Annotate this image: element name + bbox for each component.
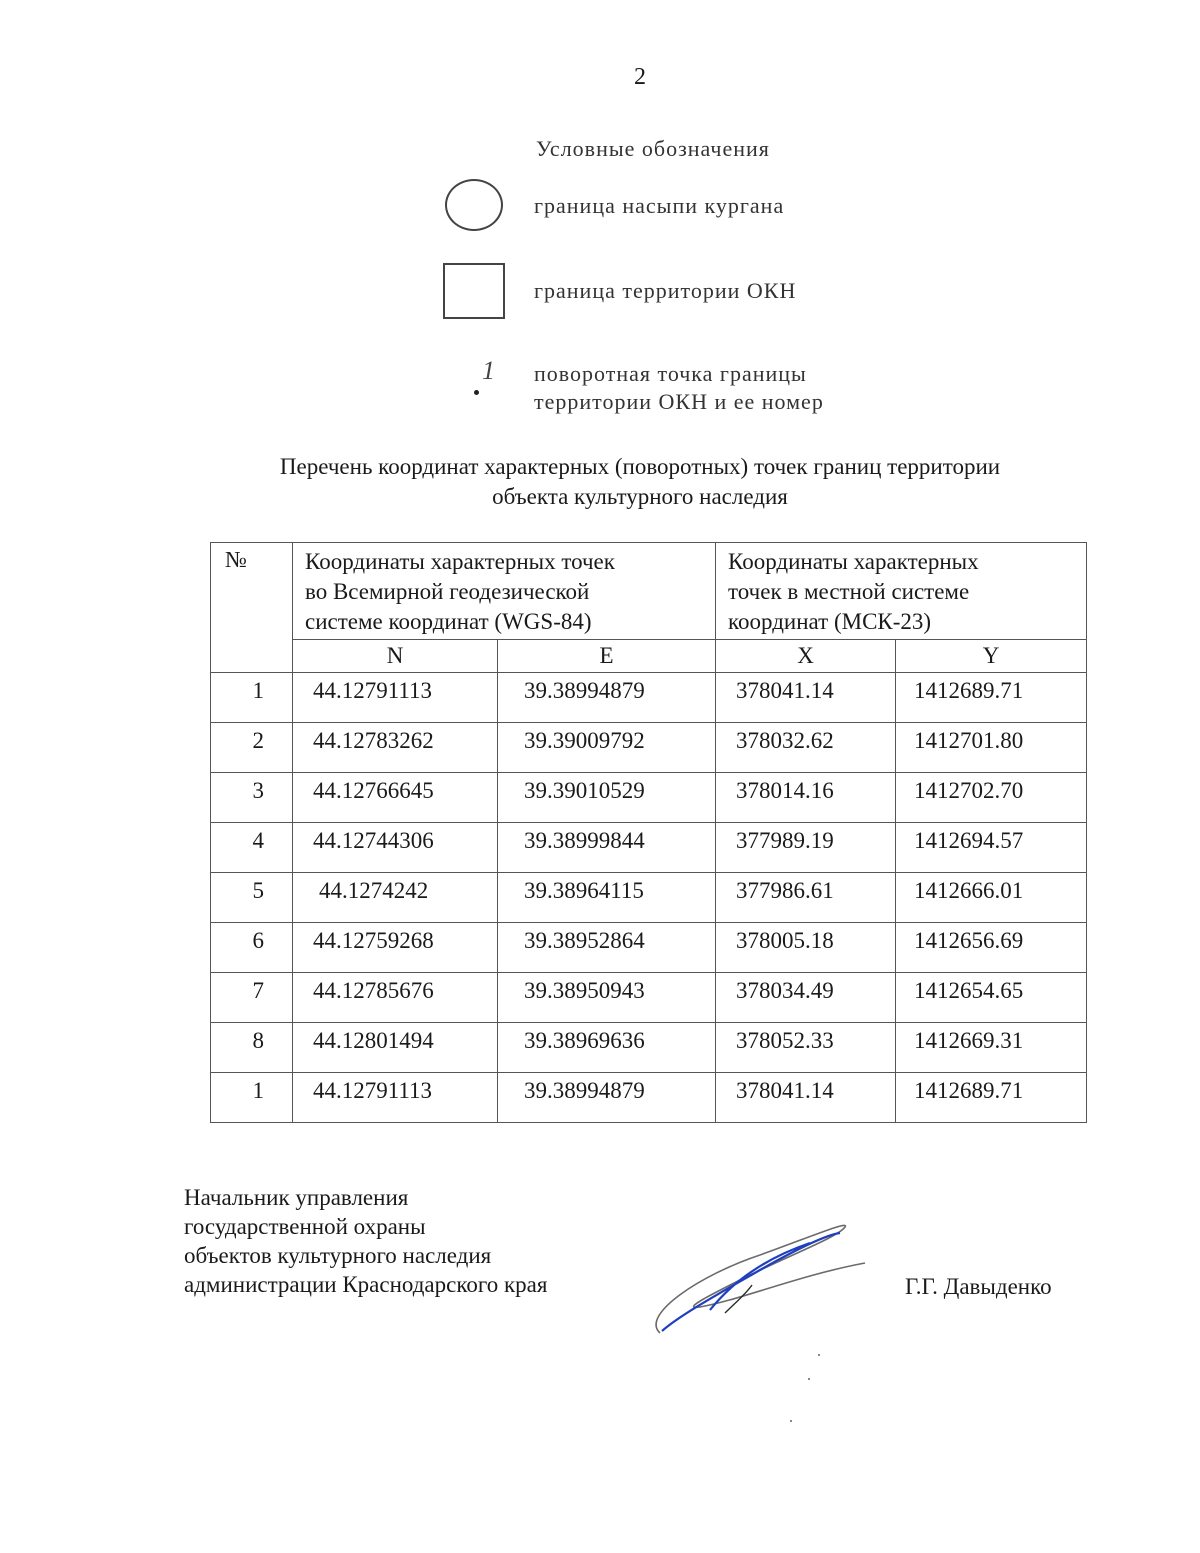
column-header-e: E <box>498 640 716 673</box>
column-header-n: N <box>293 640 498 673</box>
scan-speck <box>818 1354 820 1356</box>
scan-speck <box>808 1378 810 1380</box>
y-cell: 1412656.69 <box>896 923 1087 973</box>
signer-title-line: администрации Краснодарского края <box>184 1272 548 1297</box>
column-group-wgs84 <box>293 543 716 640</box>
legend-title: Условные обозначения <box>536 136 770 161</box>
legend-label-line: поворотная точка границы <box>534 361 807 386</box>
legend-label-mound: граница насыпи кургана <box>534 193 785 218</box>
turning-point-dot <box>474 390 479 395</box>
header-line: во Всемирной геодезической <box>305 579 590 604</box>
point-number-cell: 5 <box>211 873 293 923</box>
longitude-cell: 39.38952864 <box>498 923 716 973</box>
column-header-x: X <box>716 640 896 673</box>
table-row <box>211 973 1087 1023</box>
page-number: 2 <box>634 64 646 90</box>
y-cell: 1412694.57 <box>896 823 1087 873</box>
latitude-cell: 44.12766645 <box>293 773 498 823</box>
x-cell: 378052.33 <box>716 1023 896 1073</box>
latitude-cell: 44.12785676 <box>293 973 498 1023</box>
point-number-cell: 2 <box>211 723 293 773</box>
latitude-cell: 44.12791113 <box>293 1073 498 1123</box>
point-number-cell: 1 <box>211 673 293 723</box>
table-row <box>211 923 1087 973</box>
longitude-cell: 39.38964115 <box>498 873 716 923</box>
point-number-cell: 3 <box>211 773 293 823</box>
latitude-cell: 44.12744306 <box>293 823 498 873</box>
point-number-cell: 4 <box>211 823 293 873</box>
latitude-cell: 44.12791113 <box>293 673 498 723</box>
y-cell: 1412669.31 <box>896 1023 1087 1073</box>
table-row <box>211 1073 1087 1123</box>
longitude-cell: 39.38950943 <box>498 973 716 1023</box>
table-row <box>211 873 1087 923</box>
coordinates-table <box>210 542 1087 1123</box>
longitude-cell: 39.38994879 <box>498 1073 716 1123</box>
point-number-cell: 7 <box>211 973 293 1023</box>
territory-boundary-square-icon <box>443 263 505 319</box>
mound-boundary-circle-icon <box>445 179 503 231</box>
x-cell: 378041.14 <box>716 673 896 723</box>
x-cell: 378005.18 <box>716 923 896 973</box>
x-cell: 378032.62 <box>716 723 896 773</box>
signature-stroke-main <box>662 1233 840 1331</box>
latitude-cell: 44.12801494 <box>293 1023 498 1073</box>
y-cell: 1412654.65 <box>896 973 1087 1023</box>
legend-label-territory: граница территории ОКН <box>534 278 797 303</box>
signer-title-line: объектов культурного наследия <box>184 1243 492 1268</box>
table-row <box>211 823 1087 873</box>
table-row <box>211 723 1087 773</box>
y-cell: 1412702.70 <box>896 773 1087 823</box>
header-line: точек в местной системе <box>728 579 970 604</box>
handwritten-signature <box>640 1215 870 1340</box>
column-group-msk23 <box>716 543 1087 640</box>
signer-title-line: Начальник управления <box>184 1185 409 1210</box>
x-cell: 378014.16 <box>716 773 896 823</box>
signer-title-line: государственной охраны <box>184 1214 426 1239</box>
longitude-cell: 39.38994879 <box>498 673 716 723</box>
longitude-cell: 39.39010529 <box>498 773 716 823</box>
signer-title <box>184 1183 547 1299</box>
table-row <box>211 773 1087 823</box>
longitude-cell: 39.39009792 <box>498 723 716 773</box>
latitude-cell: 44.1274242 <box>293 873 498 923</box>
signature-loop-outer <box>656 1225 865 1333</box>
legend-label-line: территории ОКН и ее номер <box>534 389 824 414</box>
table-row <box>211 1023 1087 1073</box>
turning-point-number: 1 <box>482 356 495 385</box>
x-cell: 377986.61 <box>716 873 896 923</box>
header-line: системе координат (WGS-84) <box>305 609 592 634</box>
x-cell: 377989.19 <box>716 823 896 873</box>
header-line: координат (МСК-23) <box>728 609 932 634</box>
y-cell: 1412689.71 <box>896 1073 1087 1123</box>
y-cell: 1412701.80 <box>896 723 1087 773</box>
table-row <box>211 673 1087 723</box>
x-cell: 378034.49 <box>716 973 896 1023</box>
signer-name: Г.Г. Давыденко <box>905 1274 1052 1299</box>
header-line: Координаты характерных <box>728 549 979 574</box>
column-header-y: Y <box>896 640 1087 673</box>
longitude-cell: 39.38999844 <box>498 823 716 873</box>
header-line: Координаты характерных точек <box>305 549 615 574</box>
x-cell: 378041.14 <box>716 1073 896 1123</box>
longitude-cell: 39.38969636 <box>498 1023 716 1073</box>
latitude-cell: 44.12783262 <box>293 723 498 773</box>
scan-speck <box>790 1420 792 1422</box>
legend-label-turning-point <box>534 360 824 416</box>
y-cell: 1412689.71 <box>896 673 1087 723</box>
point-number-cell: 8 <box>211 1023 293 1073</box>
table-heading-line: Перечень координат характерных (поворотных) точек границ территории <box>279 454 1001 479</box>
table-heading <box>150 452 1130 512</box>
point-number-cell: 6 <box>211 923 293 973</box>
table-heading-line: объекта культурного наследия <box>492 484 788 509</box>
y-cell: 1412666.01 <box>896 873 1087 923</box>
turning-point-icon <box>468 356 508 402</box>
column-header-number: № <box>211 543 293 673</box>
point-number-cell: 1 <box>211 1073 293 1123</box>
latitude-cell: 44.12759268 <box>293 923 498 973</box>
